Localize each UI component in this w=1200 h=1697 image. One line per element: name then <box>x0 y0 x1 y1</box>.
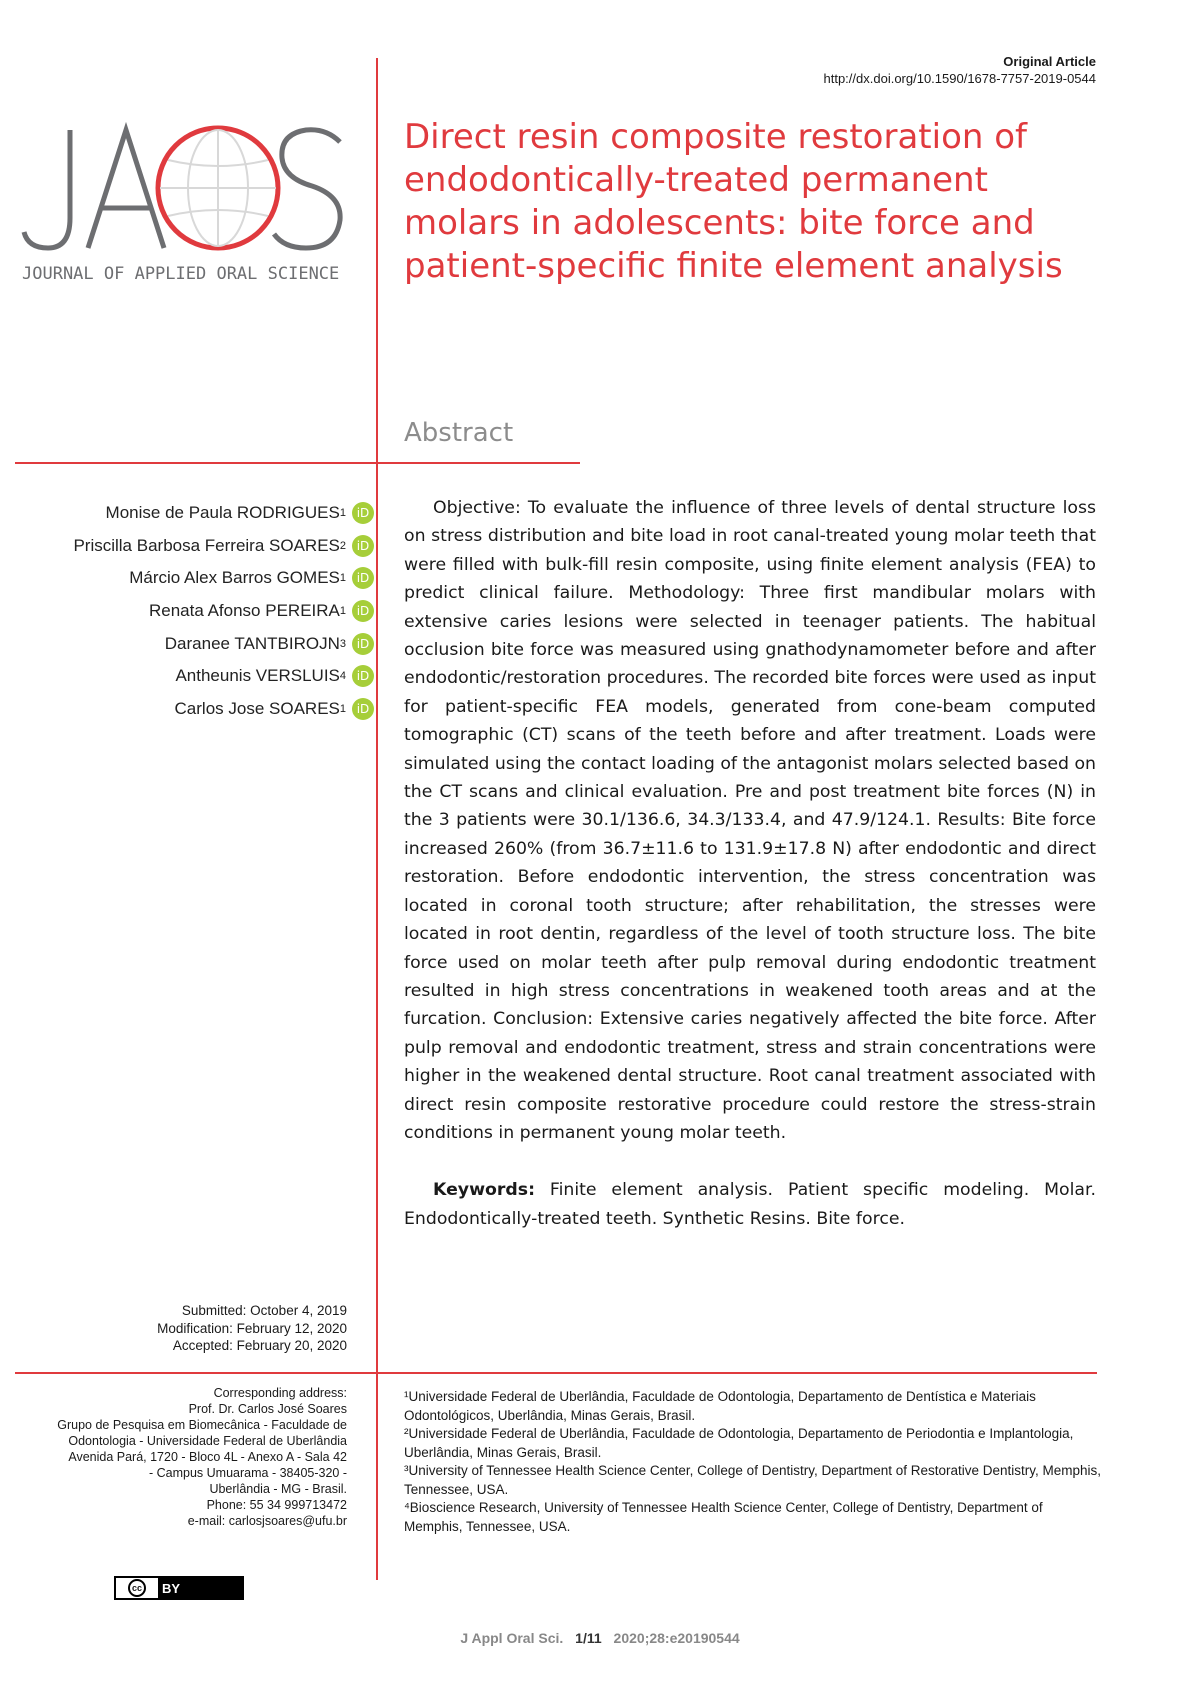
cc-icon-area <box>116 1578 158 1598</box>
author-item <box>73 627 374 660</box>
abstract-text: Objective: To evaluate the influence of three levels of dental structure loss on stress distribution and bite load in root canal-treated young molar teeth that were filled with bulk-fill resin composite, using finite element analysis (FEA) to predict clinical failure. Methodology: Three first mandibular molars with extensive caries lesions were selected in teenager patients. The habitual occlusion bite force was measured using gnathodynamometer before and after endodontic/restoration procedures. The recorded bite forces were used as input for patient-specific FEA models, generated from cone-beam computed tomographic (CT) scans of the teeth before and after treatment. Loads were simulated using the contact loading of the antagonist molars selected based on the CT scans and clinical evaluation. Pre and post treatment bite forces (N) in the 3 patients were 30.1/136.6, 34.3/133.4, and 47.9/124.1. Results: Bite force increased 260% (from 36.7±11.6 to 131.9±17.8 N) after endodontic and direct restoration. Before endodontic intervention, the stress concentration was located in coronal tooth structure; after rehabilitation, the stresses were located in root dentin, regardless of the level of tooth structure loss. The bite force used on molar teeth after pulp removal during endodontic treatment resulted in high stress concentrations in weakened tooth areas and at the furcation. Conclusion: Extensive caries negatively affected the bite force. After pulp removal and endodontic treatment, stress and strain concentrations were higher in the weakened dental structure. Root canal treatment associated with direct resin composite restorative procedure could restore the stress-strain conditions in permanent young molar teeth. <box>404 498 1096 1143</box>
footer-citation: 2020;28:e20190544 <box>613 1630 740 1646</box>
orcid-icon[interactable]: iD <box>352 633 374 655</box>
author-affiliation-number: 1 <box>339 605 346 618</box>
author-name: Monise de Paula RODRIGUES <box>105 503 340 523</box>
author-affiliation-number: 2 <box>339 539 346 552</box>
orcid-icon[interactable]: iD <box>352 600 374 622</box>
affiliation-item: ¹Universidade Federal de Uberlândia, Faculdade de Odontologia, Departamento de Dentística e Materiais Odontológicos, Uberlândia, Minas Gerais, Brasil. <box>404 1389 1036 1423</box>
orcid-icon[interactable]: iD <box>352 535 374 557</box>
orcid-icon[interactable]: iD <box>352 665 374 687</box>
keywords-label: Keywords: <box>433 1180 535 1200</box>
author-name: Priscilla Barbosa Ferreira SOARES <box>73 535 340 555</box>
author-item <box>73 660 374 693</box>
author-affiliation-number: 1 <box>339 702 346 715</box>
submission-dates <box>157 1302 347 1355</box>
keywords <box>404 1176 1096 1234</box>
corr-line: Corresponding address: <box>213 1386 347 1400</box>
affiliation-item: ²Universidade Federal de Uberlândia, Faculdade de Odontologia, Departamento de Periodontia e Implantologia, Uberlândia, Minas Gerais, Brasil. <box>404 1426 1074 1460</box>
orcid-icon[interactable]: iD <box>352 698 374 720</box>
author-list <box>73 497 374 725</box>
author-name: Daranee TANTBIROJN <box>164 633 340 653</box>
author-name: Carlos Jose SOARES <box>174 698 340 718</box>
author-affiliation-number: 3 <box>339 637 346 650</box>
page-footer <box>0 1630 1200 1646</box>
corr-line: Uberlândia - MG - Brasil. <box>209 1482 347 1496</box>
corr-line: - Campus Umuarama - 38405-320 - <box>149 1466 347 1480</box>
author-affiliation-number: 1 <box>339 572 346 585</box>
modification-date: Modification: February 12, 2020 <box>157 1320 347 1336</box>
corr-line: Avenida Pará, 1720 - Bloco 4L - Anexo A - Sala 42 <box>68 1450 347 1464</box>
cc-by-license-badge[interactable] <box>114 1576 244 1600</box>
author-item <box>73 497 374 530</box>
author-item <box>73 595 374 628</box>
corr-line: Odontologia - Universidade Federal de Uberlândia <box>68 1434 347 1448</box>
keywords-text: Finite element analysis. Patient specific modeling. Molar. Endodontically-treated teeth. Synthetic Resins. Bite force. <box>404 1180 1096 1229</box>
author-name: Renata Afonso PEREIRA <box>148 601 340 621</box>
author-item <box>73 530 374 563</box>
author-item <box>73 562 374 595</box>
affiliation-item: ⁴Bioscience Research, University of Tennessee Health Science Center, College of Dentistry, Department of Memphis, Tennessee, USA. <box>404 1500 1043 1534</box>
affiliations <box>404 1388 1104 1536</box>
corr-line: Prof. Dr. Carlos José Soares <box>188 1402 347 1416</box>
author-name: Márcio Alex Barros GOMES <box>129 568 340 588</box>
article-title: Direct resin composite restoration of endodontically-treated permanent molars in adolescents: bite force and patient-specific finite element analysis <box>404 117 1063 286</box>
corresponding-address <box>27 1385 347 1529</box>
vertical-divider <box>376 58 378 1580</box>
accepted-date: Accepted: February 20, 2020 <box>172 1338 347 1353</box>
author-affiliation-number: 1 <box>339 507 346 520</box>
journal-logo <box>18 120 358 310</box>
corr-line: Phone: 55 34 999713472 <box>206 1498 347 1512</box>
cc-by-label: BY <box>158 1578 242 1598</box>
cc-icon: cc <box>128 1579 146 1597</box>
affiliation-divider <box>15 1372 1097 1374</box>
corr-email[interactable]: e-mail: carlosjsoares@ufu.br <box>187 1514 347 1528</box>
affiliation-item: ³University of Tennessee Health Science Center, College of Dentistry, Department of Restorative Dentistry, Memphis, Tennessee, USA. <box>404 1463 1102 1497</box>
orcid-icon[interactable]: iD <box>352 567 374 589</box>
author-affiliation-number: 4 <box>339 670 346 683</box>
submitted-date: Submitted: October 4, 2019 <box>181 1303 347 1318</box>
footer-journal: J Appl Oral Sci. <box>460 1630 564 1646</box>
abstract-divider <box>15 462 580 464</box>
orcid-icon[interactable]: iD <box>352 502 374 524</box>
journal-name: JOURNAL OF APPLIED ORAL SCIENCE <box>22 264 340 284</box>
abstract-heading: Abstract <box>404 418 514 448</box>
footer-page-number: 1/11 <box>575 1630 602 1646</box>
doi-link[interactable]: http://dx.doi.org/10.1590/1678-7757-2019-0544 <box>823 71 1096 86</box>
author-item <box>73 693 374 726</box>
author-name: Antheunis VERSLUIS <box>175 666 340 686</box>
article-type: Original Article <box>1003 54 1096 69</box>
corr-line: Grupo de Pesquisa em Biomecânica - Faculdade de <box>57 1418 347 1432</box>
